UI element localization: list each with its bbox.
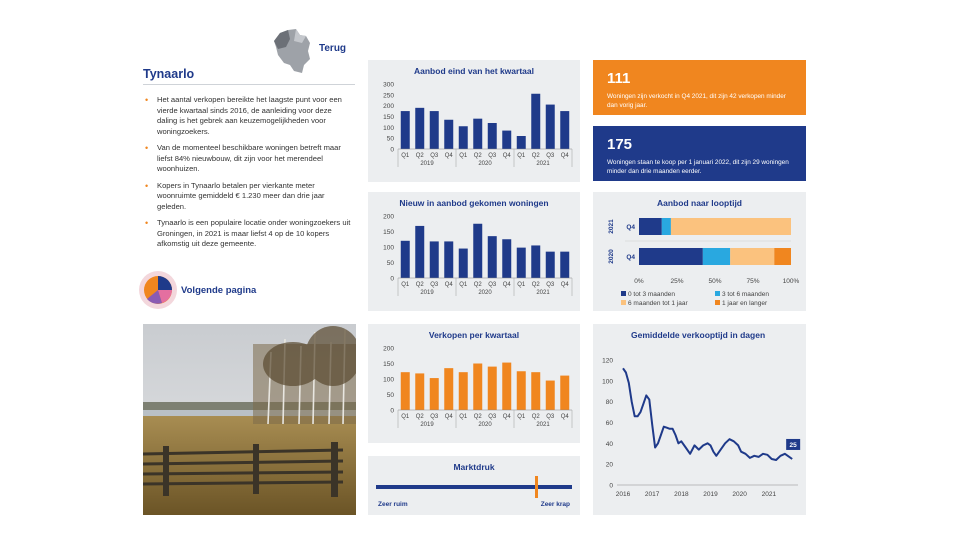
bar [444, 241, 453, 278]
y-tick-label: 0 [390, 146, 394, 154]
stacked-bar-segment [703, 248, 730, 265]
y-tick-label: 60 [605, 420, 613, 427]
bar [488, 236, 497, 278]
series-line [623, 368, 792, 460]
x-tick-label: 0% [634, 278, 644, 285]
stacked-bar-segment [662, 218, 671, 235]
year-label: 2019 [420, 422, 434, 428]
bar [401, 241, 410, 278]
bar [517, 248, 526, 278]
x-tick-label: Q4 [444, 153, 453, 159]
landscape-photo [143, 324, 356, 515]
y-tick-label: 200 [383, 103, 394, 111]
chart-verkopen-title: Verkopen per kwartaal [428, 330, 520, 340]
year-label: 2020 [478, 422, 492, 428]
x-tick-label: 2020 [732, 491, 747, 498]
y-tick-label: 20 [605, 461, 613, 469]
year-label: 2019 [420, 290, 434, 296]
map-icon [272, 27, 314, 75]
x-tick-label: Q3 [430, 282, 439, 288]
x-tick-label: Q4 [502, 153, 511, 159]
legend-swatch [715, 300, 720, 305]
stacked-bar-segment [639, 218, 662, 235]
bar [531, 372, 540, 410]
x-tick-label: 2017 [644, 491, 660, 498]
x-tick-label: Q1 [401, 414, 410, 420]
x-tick-label: Q3 [488, 414, 497, 420]
chart-looptijd-panel [593, 192, 806, 311]
chart-verkopen-panel [368, 324, 580, 443]
stacked-bar-segment [730, 248, 774, 265]
y-tick-label: 0 [390, 407, 394, 415]
y-tick-label: 0 [390, 275, 394, 283]
bar [488, 123, 497, 149]
bar [560, 376, 569, 410]
y-tick-label: 250 [383, 92, 394, 100]
x-tick-label: 100% [782, 278, 800, 285]
row-year-label: 2021 [608, 219, 615, 234]
year-label: 2019 [420, 161, 434, 167]
x-tick-label: Q4 [502, 282, 511, 288]
marktdruk-title: Marktdruk [453, 462, 495, 472]
page-title: Tynaarlo [143, 67, 195, 81]
bar [502, 131, 511, 149]
chart-aanbod-title: Aanbod eind van het kwartaal [414, 66, 534, 76]
x-tick-label: Q1 [459, 414, 468, 420]
x-tick-label: Q2 [415, 153, 424, 159]
bar [415, 373, 424, 410]
bar [517, 371, 526, 410]
bar [546, 381, 555, 410]
x-tick-label: Q2 [531, 414, 540, 420]
chart-verkooptijd-panel [593, 324, 806, 515]
marktdruk-left-label: Zeer ruim [378, 501, 408, 508]
x-tick-label: 2021 [761, 491, 777, 498]
x-tick-label: Q3 [430, 414, 439, 420]
kpi-for-sale-value: 175 [607, 136, 633, 153]
next-page-label[interactable]: Volgende pagina [181, 285, 257, 296]
bar [473, 364, 482, 411]
row-quarter-label: Q4 [626, 254, 635, 261]
bar [415, 108, 424, 149]
chart-verkooptijd [593, 324, 806, 515]
bar [430, 378, 439, 410]
bullet-list [143, 95, 353, 256]
chart-nieuw [368, 192, 580, 311]
bar [444, 368, 453, 410]
kpi-sold-value: 111 [607, 70, 631, 87]
x-tick-label: Q1 [401, 153, 410, 159]
back-link[interactable] [272, 27, 362, 75]
x-tick-label: Q4 [502, 414, 511, 420]
x-tick-label: Q3 [546, 153, 555, 159]
y-tick-label: 120 [602, 357, 613, 365]
legend-swatch [621, 300, 626, 305]
bar [473, 224, 482, 278]
x-tick-label: Q2 [473, 414, 482, 420]
bar [473, 119, 482, 149]
chart-aanbod [368, 60, 580, 182]
x-tick-label: Q3 [546, 282, 555, 288]
y-tick-label: 300 [383, 81, 394, 89]
x-tick-label: Q2 [473, 153, 482, 159]
legend-label: 3 tot 6 maanden [722, 291, 769, 298]
chart-looptijd-title: Aanbod naar looptijd [657, 198, 742, 208]
next-page-button[interactable] [138, 270, 278, 310]
y-tick-label: 150 [383, 361, 394, 368]
year-label: 2021 [536, 290, 550, 296]
year-label: 2021 [536, 422, 550, 428]
marktdruk-bar [376, 485, 572, 489]
chart-aanbod-panel [368, 60, 580, 182]
bar [546, 105, 555, 149]
bar [459, 372, 468, 410]
x-tick-label: 2019 [703, 491, 718, 498]
y-tick-label: 100 [383, 124, 394, 132]
x-tick-label: Q3 [488, 153, 497, 159]
x-tick-label: Q1 [517, 282, 526, 288]
x-tick-label: Q4 [560, 414, 569, 420]
x-tick-label: Q3 [546, 414, 555, 420]
kpi-for-sale-text: Woningen staan te koop per 1 januari 2022, dit zijn 29 woningen minder dan drie maanden eerder. [607, 159, 789, 175]
bar [517, 136, 526, 149]
stacked-bar-segment [774, 248, 791, 265]
y-tick-label: 150 [383, 229, 394, 236]
y-tick-label: 200 [383, 345, 394, 353]
x-tick-label: 75% [746, 278, 760, 285]
x-tick-label: Q2 [473, 282, 482, 288]
bar [502, 363, 511, 410]
bar [531, 94, 540, 149]
back-label[interactable]: Terug [319, 43, 347, 54]
year-label: 2020 [478, 161, 492, 167]
bullet-item: • Het aantal verkopen bereikte het laagste punt voor een vierde kwartaal sinds 2016, de aanleiding voor deze daling is het gebrek aan keuzemogelijkheden voor woningzoekers. [143, 95, 353, 137]
x-tick-label: Q1 [517, 153, 526, 159]
bar [401, 372, 410, 410]
x-tick-label: Q1 [459, 282, 468, 288]
marktdruk-right-label: Zeer krap [540, 501, 570, 508]
legend-swatch [621, 291, 626, 296]
y-tick-label: 100 [383, 244, 394, 252]
marktdruk-panel [368, 456, 580, 515]
y-tick-label: 150 [383, 114, 394, 121]
bar [502, 239, 511, 278]
x-tick-label: Q3 [488, 282, 497, 288]
x-tick-label: 2018 [674, 491, 689, 498]
y-tick-label: 50 [386, 260, 394, 267]
row-year-label: 2020 [608, 249, 615, 264]
bullet-item: • Van de momenteel beschikbare woningen betreft maar liefst 84% nieuwbouw, dit zijn voor het merendeel woonhuizen. [143, 143, 353, 175]
y-tick-label: 50 [386, 135, 394, 143]
bar [546, 252, 555, 278]
x-tick-label: Q2 [531, 153, 540, 159]
bar [430, 111, 439, 149]
marktdruk-marker [535, 476, 538, 498]
y-tick-label: 200 [383, 213, 394, 221]
y-tick-label: 80 [605, 399, 613, 407]
kpi-for-sale [593, 126, 806, 181]
x-tick-label: 50% [708, 278, 722, 285]
bar [459, 249, 468, 278]
legend-label: 6 maanden tot 1 jaar [628, 300, 688, 307]
x-tick-label: Q1 [401, 282, 410, 288]
bar [444, 120, 453, 149]
bar [430, 241, 439, 278]
legend-swatch [715, 291, 720, 296]
legend-label: 0 tot 3 maanden [628, 291, 675, 298]
y-tick-label: 40 [605, 440, 613, 448]
pie-icon [138, 270, 178, 310]
chart-verkooptijd-title: Gemiddelde verkooptijd in dagen [631, 330, 766, 340]
y-tick-label: 100 [602, 378, 613, 386]
x-tick-label: Q1 [459, 153, 468, 159]
y-tick-label: 100 [383, 376, 394, 384]
x-tick-label: Q4 [444, 282, 453, 288]
year-label: 2021 [536, 161, 550, 167]
stacked-bar-segment [639, 248, 703, 265]
y-tick-label: 0 [609, 482, 613, 490]
y-tick-label: 50 [386, 392, 394, 399]
chart-looptijd [593, 192, 806, 311]
year-label: 2020 [478, 290, 492, 296]
bar [560, 111, 569, 149]
bullet-item: • Kopers in Tynaarlo betalen per vierkante meter woonruimte gemiddeld € 1.230 meer dan drie jaar geleden. [143, 181, 353, 213]
bar [531, 245, 540, 278]
x-tick-label: Q4 [560, 282, 569, 288]
x-tick-label: Q3 [430, 153, 439, 159]
row-quarter-label: Q4 [626, 224, 635, 231]
legend-label: 1 jaar en langer [722, 300, 768, 307]
bar [459, 126, 468, 149]
x-tick-label: Q1 [517, 414, 526, 420]
x-tick-label: Q4 [560, 153, 569, 159]
last-value-label: 25 [789, 441, 797, 449]
x-tick-label: 2016 [615, 491, 631, 498]
title-underline [143, 84, 355, 85]
x-tick-label: Q4 [444, 414, 453, 420]
bar [488, 367, 497, 410]
bullet-item: • Tynaarlo is een populaire locatie onder woningzoekers uit Groningen, in 2021 is maar liefst 4 op de 10 kopers afkomstig uit deze gemeente. [143, 218, 353, 250]
kpi-sold-text: Woningen zijn verkocht in Q4 2021, dit zijn 42 verkopen minder dan vorig jaar. [607, 93, 786, 109]
stacked-bar-segment [671, 218, 791, 235]
x-tick-label: Q2 [531, 282, 540, 288]
chart-verkopen [368, 324, 580, 443]
x-tick-label: 25% [670, 278, 684, 285]
bar [560, 252, 569, 278]
chart-nieuw-panel [368, 192, 580, 311]
chart-nieuw-title: Nieuw in aanbod gekomen woningen [399, 198, 549, 208]
bar [401, 111, 410, 149]
x-tick-label: Q2 [415, 414, 424, 420]
bar [415, 226, 424, 278]
x-tick-label: Q2 [415, 282, 424, 288]
kpi-sold [593, 60, 806, 115]
